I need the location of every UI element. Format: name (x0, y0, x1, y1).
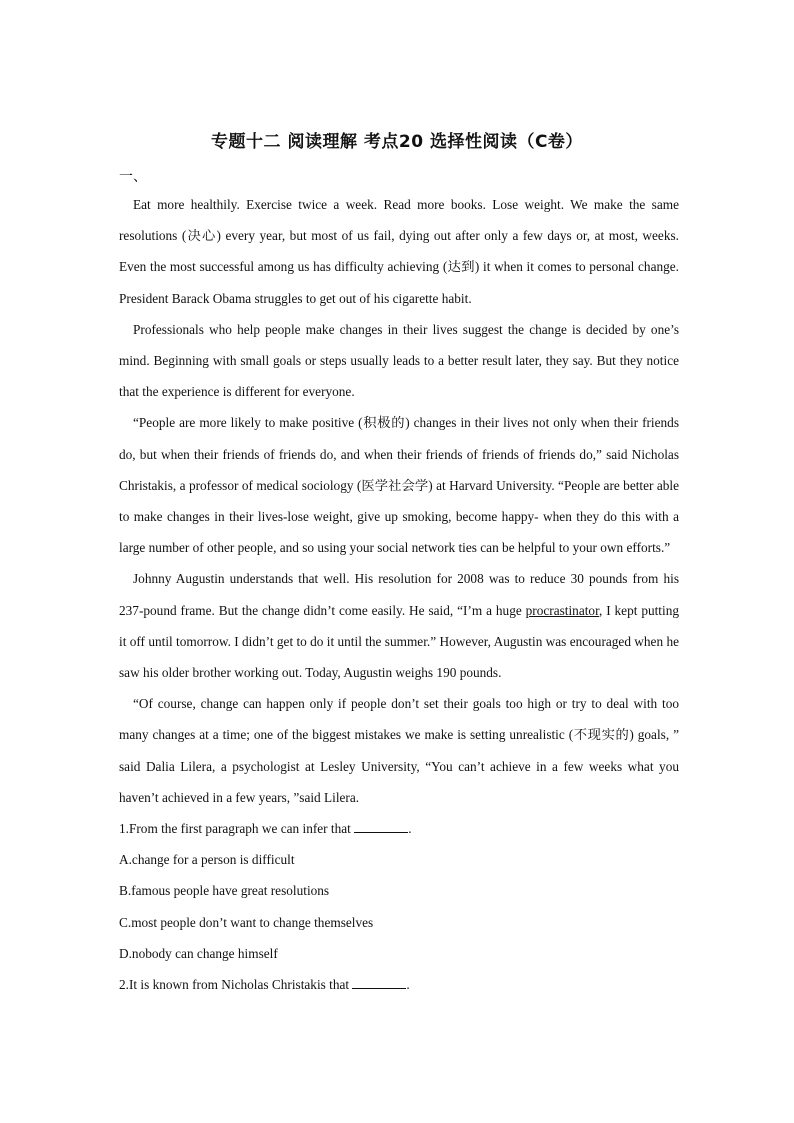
question-1-stem: 1.From the first paragraph we can infer that (119, 821, 355, 837)
option-b: B.famous people have great resolutions (119, 883, 330, 899)
question-2-stem: 2.It is known from Nicholas Christakis that (119, 977, 353, 993)
paragraph-1: Eat more healthily. Exercise twice a week. Read more books. Lose weight. We make the same resolutions (决心) every year, but most of us fail, dying out after only a few days or, at most, weeks. Even the most successful among us has difficulty achieving (达到) it when it comes to personal change. President Barack Obama struggles to get out of his cigarette habit. (119, 197, 679, 306)
option-c: C.most people don’t want to change themselves (119, 914, 374, 930)
paragraph-4 (119, 563, 679, 688)
answer-blank (354, 820, 408, 833)
paragraph-4-before: Johnny Augustin understands that well. His resolution for 2008 was to reduce 30 pounds from his 237-pound frame. But the change didn’t come easily. He said, “I’m a huge (119, 571, 679, 618)
answer-blank (352, 976, 406, 989)
passage (119, 189, 679, 1000)
underlined-word: procrastinator (525, 602, 599, 618)
option-a: A.change for a person is difficult (119, 852, 295, 868)
question-1 (119, 813, 679, 844)
paragraph-3: “People are more likely to make positive (积极的) changes in their lives not only when their friends do, but when their friends of friends do, and when their friends of friends of friends do,” said Nicholas Christakis, a professor of medical sociology (医学社会学) at Harvard University. “People are better able to make changes in their lives-lose weight, give up smoking, become happy- when they do this with a large number of other people, and so using your social network ties can be helpful to your own efforts.” (119, 415, 679, 556)
paragraph-2: Professionals who help people make changes in their lives suggest the change is decided by one’s mind. Beginning with small goals or steps usually leads to a better result later, they say. But they notice that the experience is different for everyone. (119, 321, 679, 400)
page-title: 专题十二 阅读理解 考点20 选择性阅读（C卷） (211, 132, 583, 152)
paragraph-4-after: , I kept putting it off until tomorrow. I didn’t get to do it until the summer.” However, Augustin was encouraged when he saw his older brother working out. Today, Augustin weighs 190 pounds. (119, 602, 679, 681)
option-d: D.nobody can change himself (119, 945, 278, 961)
section-number: 一、 (119, 169, 147, 185)
question-2-end: . (406, 977, 410, 993)
question-1-end: . (408, 821, 412, 837)
question-2 (119, 969, 679, 1000)
paragraph-5: “Of course, change can happen only if people don’t set their goals too high or try to deal with too many changes at a time; one of the biggest mistakes we make is setting unrealistic (不现实的) goals, ” said Dalia Lilera, a psychologist at Lesley University, “You can’t achieve in a few weeks what you haven’t achieved in a few years, ”said Lilera. (119, 696, 679, 805)
